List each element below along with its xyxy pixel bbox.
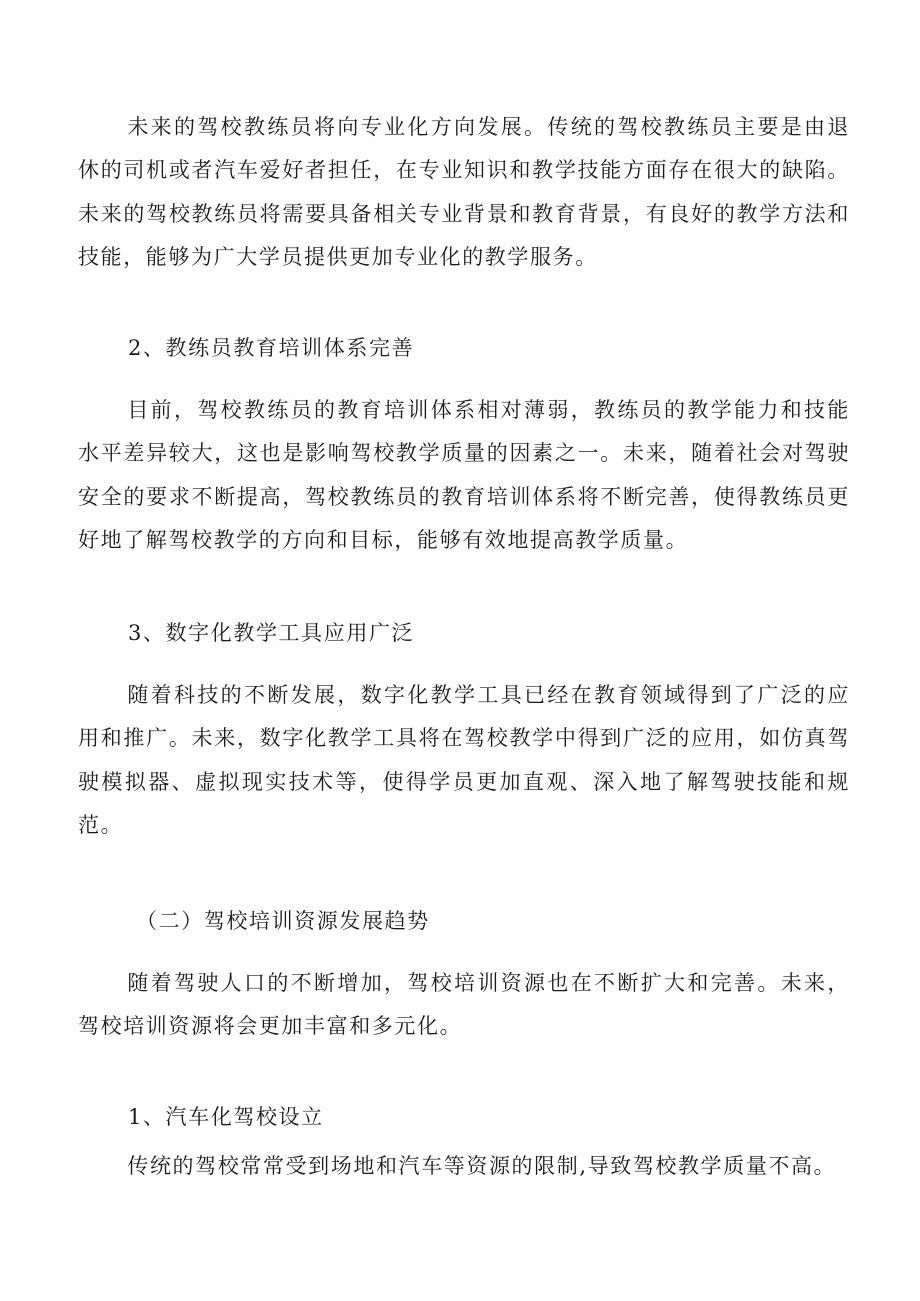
paragraph-traditional-school: 传统的驾校常常受到场地和汽车等资源的限制,导致驾校教学质量不高。 [127, 1154, 837, 1178]
heading-car-driving-school: 1、汽车化驾校设立 [128, 1105, 324, 1129]
paragraph-digital-tools: 随着科技的不断发展，数字化教学工具已经在教育领域得到了广泛的应用和推广。未来，数字化教学工具将在驾校教学中得到广泛的应用，如仿真驾驶模拟器、虚拟现实技术等，使得学员更加直观、深入地了解驾驶技能和规范。 [78, 683, 850, 837]
heading-digital-teaching-tools: 3、数字化教学工具应用广泛 [128, 621, 415, 645]
heading-training-resources-trend: （二）驾校培训资源发展趋势 [136, 909, 430, 933]
heading-coach-training-system: 2、教练员教育培训体系完善 [128, 336, 415, 360]
paragraph-training-resources: 随着驾驶人口的不断增加，驾校培训资源也在不断扩大和完善。未来，驾校培训资源将会更加丰富和多元化。 [78, 971, 850, 1039]
paragraph-training-system: 目前，驾校教练员的教育培训体系相对薄弱，教练员的教学能力和技能水平差异较大，这也是影响驾校教学质量的因素之一。未来，随着社会对驾驶安全的要求不断提高，驾校教练员的教育培训体系将不断完善，使得教练员更好地了解驾校教学的方向和目标，能够有效地提高教学质量。 [78, 398, 850, 552]
paragraph-coach-professionalization: 未来的驾校教练员将向专业化方向发展。传统的驾校教练员主要是由退休的司机或者汽车爱好者担任，在专业知识和教学技能方面存在很大的缺陷。未来的驾校教练员将需要具备相关专业背景和教育背景，有良好的教学方法和技能，能够为广大学员提供更加专业化的教学服务。 [78, 115, 850, 269]
